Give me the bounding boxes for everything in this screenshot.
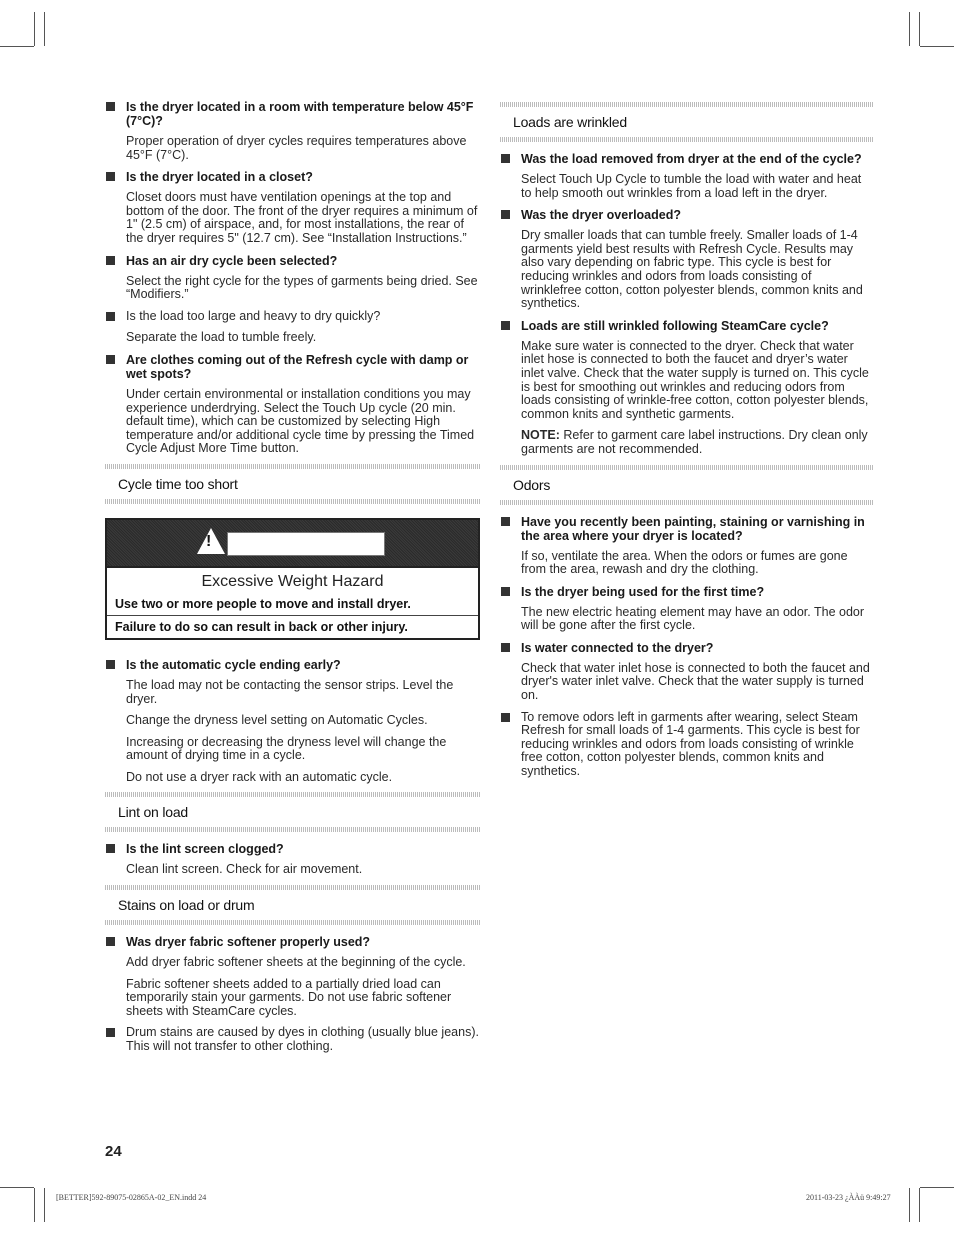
warning-line: Failure to do so can result in back or other injury. [107, 615, 478, 638]
question-heading [105, 100, 480, 128]
answer-paragraph: Clean lint screen. Check for air movement. [126, 862, 363, 877]
question-text: Has an air dry cycle been selected? [126, 253, 338, 268]
question-text: Is the lint screen clogged? [126, 842, 284, 857]
bullet-square-icon [106, 355, 115, 364]
bullet-square-icon [106, 1028, 115, 1037]
troubleshoot-list [105, 935, 480, 1054]
warning-title: Excessive Weight Hazard [201, 572, 384, 590]
bullet-square-icon [501, 210, 510, 219]
answer-paragraph: Do not use a dryer rack with an automatic cycle. [126, 769, 393, 784]
section-title: Stains on load or drum [118, 897, 255, 914]
question-heading [500, 208, 874, 222]
question-heading [105, 353, 480, 381]
bullet-text: Is the load too large and heavy to dry quickly? [126, 308, 381, 323]
answer-paragraph: Fabric softener sheets added to a partially dried load can temporarily stain your garments. Do not use fabric softener sheets with SteamCare cycles. [126, 976, 452, 1018]
answer-paragraph: Separate the load to tumble freely. [126, 330, 317, 345]
question-heading [105, 170, 480, 184]
footer-timestamp: 2011-03-23 ¿ÀÀü 9:49:27 [806, 1193, 891, 1202]
bullet-square-icon [106, 256, 115, 265]
question-heading [500, 585, 874, 599]
bullet-square-icon [106, 172, 115, 181]
answer-paragraph: The load may not be contacting the sensor strips. Level the dryer. [126, 677, 454, 706]
answer-paragraph: Dry smaller loads that can tumble freely. Smaller loads of 1-4 garments yield best results with Refresh Cycle. Results may also vary depending on fabric type. This cycle is best for reducing wrinkles and odors from loads consisting of wrinklefree cotton, cotton polyester blends, common knits and synthetics. [521, 228, 863, 311]
left-column [105, 100, 480, 1062]
crop-mark [0, 1187, 34, 1188]
warning-line: Use two or more people to move and install dryer. [115, 596, 411, 611]
bullet-square-icon [501, 321, 510, 330]
question-text: Was dryer fabric softener properly used? [126, 935, 371, 950]
answer-paragraph: Select Touch Up Cycle to tumble the load with water and heat to help smooth out wrinkles from a load left in the dryer. [521, 172, 862, 200]
question-text: Was the load removed from dryer at the end of the cycle? [521, 152, 862, 166]
troubleshoot-list [500, 515, 874, 779]
troubleshoot-list [500, 152, 874, 421]
section-header-cycle-time [105, 464, 480, 504]
question-heading [500, 515, 874, 543]
bullet-item [500, 711, 874, 779]
crop-mark [909, 12, 910, 46]
section-title: Odors [513, 476, 551, 493]
answer-paragraph: Check that water inlet hose is connected to both the faucet and dryer's water inlet valve. Check that the water supply is turned on. [521, 660, 870, 703]
question-heading [105, 842, 480, 856]
answer-paragraph: Add dryer fabric softener sheets at the beginning of the cycle. [126, 955, 466, 970]
section-title: Cycle time too short [118, 475, 238, 492]
crop-mark [909, 1188, 910, 1222]
bullet-square-icon [106, 102, 115, 111]
crop-mark [34, 12, 35, 46]
warning-label [227, 532, 385, 556]
crop-mark [34, 1188, 35, 1222]
crop-mark [44, 12, 45, 46]
question-text: Is water connected to the dryer? [521, 640, 714, 655]
crop-mark [920, 1187, 954, 1188]
warning-box [105, 518, 480, 640]
bullet-square-icon [106, 660, 115, 669]
crop-mark [44, 1188, 45, 1222]
answer-paragraph: Change the dryness level setting on Automatic Cycles. [126, 713, 428, 728]
question-heading [500, 152, 874, 166]
section-header-lint [105, 792, 480, 832]
question-text: Loads are still wrinkled following SteamCare cycle? [521, 318, 829, 333]
bullet-square-icon [106, 312, 115, 321]
section-title: Loads are wrinkled [513, 114, 627, 130]
bullet-square-icon [501, 587, 510, 596]
section-header-stains [105, 885, 480, 925]
right-column [500, 100, 874, 787]
answer-paragraph: If so, ventilate the area. When the odors or fumes are gone from the area, rewash and dry the clothing. [521, 548, 848, 577]
answer-paragraph: Make sure water is connected to the dryer. Check that water inlet hose is connected to both the faucet and dryer’s water inlet valve. Check that the water supply is turned on. This cycle is best for smoothing out wrinkles and reducing odors from loads consisting of wrinkle-free cotton, cotton polyester blends, common knits and synthetic garments. [521, 338, 869, 421]
crop-mark [920, 46, 954, 47]
footer-file-info: [BETTER]592-89075-02865A-02_EN.indd 24 [56, 1193, 207, 1202]
crop-mark [0, 46, 34, 47]
bullet-square-icon [501, 154, 510, 163]
page-number: 24 [105, 1143, 122, 1160]
answer-paragraph: Increasing or decreasing the dryness level will change the amount of drying time in a cycle. [126, 734, 447, 763]
bullet-square-icon [501, 643, 510, 652]
question-heading [500, 641, 874, 655]
bullet-text: Drum stains are caused by dyes in clothing (usually blue jeans). This will not transfer to other clothing. [126, 1025, 479, 1054]
answer-paragraph: Proper operation of dryer cycles requires temperatures above 45°F (7°C). [126, 134, 467, 162]
question-heading [105, 254, 480, 268]
answer-paragraph: Under certain environmental or installation conditions you may experience underdrying. Select the Touch Up cycle (20 min. default time), which can be customized by selecting High temperature and/or additional cycle time by pressing the Timed Cycle Adjust More Time button. [126, 386, 475, 456]
question-heading [105, 935, 480, 949]
bullet-item [105, 310, 480, 324]
bullet-square-icon [106, 844, 115, 853]
question-text: Is the dryer located in a room with temperature below 45°F (7°C)? [126, 100, 474, 128]
note-paragraph [521, 429, 874, 456]
answer-paragraph: The new electric heating element may have an odor. The odor will be gone after the first cycle. [521, 604, 865, 633]
question-heading [500, 319, 874, 333]
question-text: Is the dryer located in a closet? [126, 170, 313, 185]
question-text: Is the dryer being used for the first time? [521, 584, 765, 599]
section-title: Lint on load [118, 804, 188, 821]
question-text: Are clothes coming out of the Refresh cycle with damp or wet spots? [126, 352, 469, 381]
warning-header: ! [107, 520, 478, 566]
question-text: Was the dryer overloaded? [521, 208, 681, 223]
bullet-square-icon [501, 517, 510, 526]
bullet-text: To remove odors left in garments after wearing, select Steam Refresh for small loads of 1-4 garments. This cycle is best for reducing wrinkles and odors from loads consisting of wrinkle free cotton, cotton polyester blends, common knits and synthetics. [521, 709, 860, 779]
question-text: Have you recently been painting, staining or varnishing in the area where your dryer is located? [521, 514, 865, 543]
question-text: Is the automatic cycle ending early? [126, 657, 341, 672]
question-heading [105, 658, 480, 672]
section-header-wrinkled [500, 102, 874, 142]
crop-mark [919, 1188, 920, 1222]
answer-paragraph: Closet doors must have ventilation openings at the top and bottom of the door. The front of the dryer requires a minimum of 1" (2.5 cm) of airspace, and, for most installations, the rear of the dryer requires 5" (12.7 cm). See “Installation Instructions.” [126, 190, 478, 245]
bullet-square-icon [501, 713, 510, 722]
bullet-item [105, 1026, 480, 1053]
troubleshoot-list [105, 842, 480, 877]
troubleshoot-list [105, 100, 480, 456]
section-header-odors [500, 465, 874, 505]
bullet-square-icon [106, 937, 115, 946]
answer-paragraph: Select the right cycle for the types of garments being dried. See “Modifiers.” [126, 273, 478, 302]
crop-mark [919, 12, 920, 46]
troubleshoot-list [105, 658, 480, 785]
note-text: Refer to garment care label instructions. Dry clean only garments are not recommended. [521, 428, 868, 456]
note-label: NOTE: [521, 428, 560, 443]
